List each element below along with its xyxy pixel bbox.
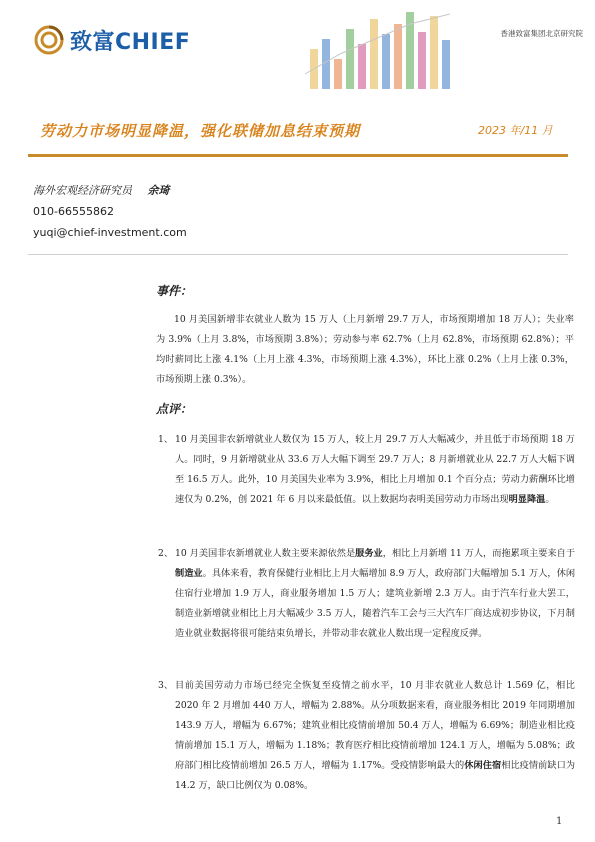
author-divider (28, 254, 568, 255)
report-date: 2023 年/11 月 (478, 124, 553, 137)
item-bold-text: 休闲住宿 (464, 760, 502, 771)
item-bold-text: 制造业 (175, 568, 203, 579)
item-text: 。具体来看，教育保健行业相比上月大幅增加 8.9 万人，政府部门大幅增加 5.1 万人，休闲住宿行业增加 1.9 万人，商业服务增加 1.5 万人；建筑业新增 2.3 万人。由于汽车行业大罢工，制造业新增就业相比上月大幅减少 3.5 万人，随着汽车工会与三大汽车厂商达成初步协议，下月制造业就业数据将很可能结束负增长，并带动非农就业人数出现一定程度反弹。 (175, 568, 576, 639)
comment-item-2 (158, 544, 576, 644)
comment-item-1 (158, 430, 575, 510)
event-heading: 事件： (156, 284, 193, 298)
item-bold-text: 明显降温 (508, 494, 546, 505)
decorative-bar-chart-image (300, 4, 470, 94)
item-text: 10 月美国非农新增就业人数仅为 15 万人，较上月 29.7 万人大幅减少，并且低于市场预期 18 万人。同时，9 月新增就业从 33.6 万人大幅下调至 29.7 万人；8 月新增就业从 22.7 万人大幅下调至 16.5 万人。此外，10 月美国失业率为 3.9%，相比上月增加 0.1 个百分点；劳动力薪酬环比增速仅为 0.2%，创 2021 年 6 月以来最低值。以上数据均表明美国劳动力市场出现 (175, 434, 575, 505)
report-title: 劳动力市场明显降温，强化联储加息结束预期 (40, 122, 361, 140)
item-number: 1、 (158, 434, 174, 445)
comment-item-3 (158, 676, 576, 796)
item-text: 10 月美国非农新增就业人数主要来源依然是 (175, 548, 356, 559)
item-number: 2、 (158, 548, 174, 559)
page-number: 1 (556, 816, 563, 827)
institute-name: 香港致富集团北京研究院 (500, 29, 583, 38)
logo-text: 致富CHIEF (70, 29, 191, 55)
author-name: 余琦 (147, 184, 170, 197)
event-paragraph: 10 月美国新增非农就业人数为 15 万人（上月新增 29.7 万人，市场预期增加 18 万人）；失业率为 3.9%（上月 3.8%，市场预期 3.8%）；劳动参与率 62.7%（上月 62.8%，市场预期 62.8%）；平均时薪同比上涨 4.1%（上月上涨 4.3%，市场预期上涨 4.3%），环比上涨 0.2%（上月上涨 0.3%，市场预期上涨 0.3%）。 (156, 314, 574, 385)
author-phone: 010-66555862 (33, 205, 114, 218)
author-block (33, 180, 187, 243)
item-text: 相比疫情前缺口为 14.2 万，缺口比例仅为 0.08%。 (175, 760, 576, 791)
author-department: 海外宏观经济研究员 (33, 184, 132, 197)
item-text: ，相比上月新增 11 万人，而拖累项主要来自于 (382, 548, 576, 559)
item-text: 目前美国劳动力市场已经完全恢复至疫情之前水平，10 月非农就业人数总计 1.569 亿，相比 2020 年 2 月增加 440 万人，增幅为 2.88%。从分项数据来看，商业服务相比 2019 年同期增加 143.9 万人，增幅为 6.67%；建筑业相比疫情前增加 50.4 万人，增幅为 6.69%；制造业相比疫情前增加 15.1 万人，增幅为 1.18%；教育医疗相比疫情前增加 124.1 万人，增幅为 5.08%；政府部门相比疫情前增加 26.5 万人，增幅为 1.17%。受疫情影响最大的 (175, 680, 575, 771)
item-bold-text: 服务业 (355, 548, 383, 559)
item-number: 3、 (158, 680, 174, 691)
title-divider (28, 154, 568, 157)
author-line (33, 180, 187, 201)
comment-heading: 点评： (156, 402, 193, 416)
item-text: 。 (545, 494, 555, 505)
company-logo (34, 22, 190, 58)
page-header (0, 0, 595, 100)
logo-mark-icon (34, 25, 64, 55)
author-email: yuqi@chief-investment.com (33, 226, 187, 239)
